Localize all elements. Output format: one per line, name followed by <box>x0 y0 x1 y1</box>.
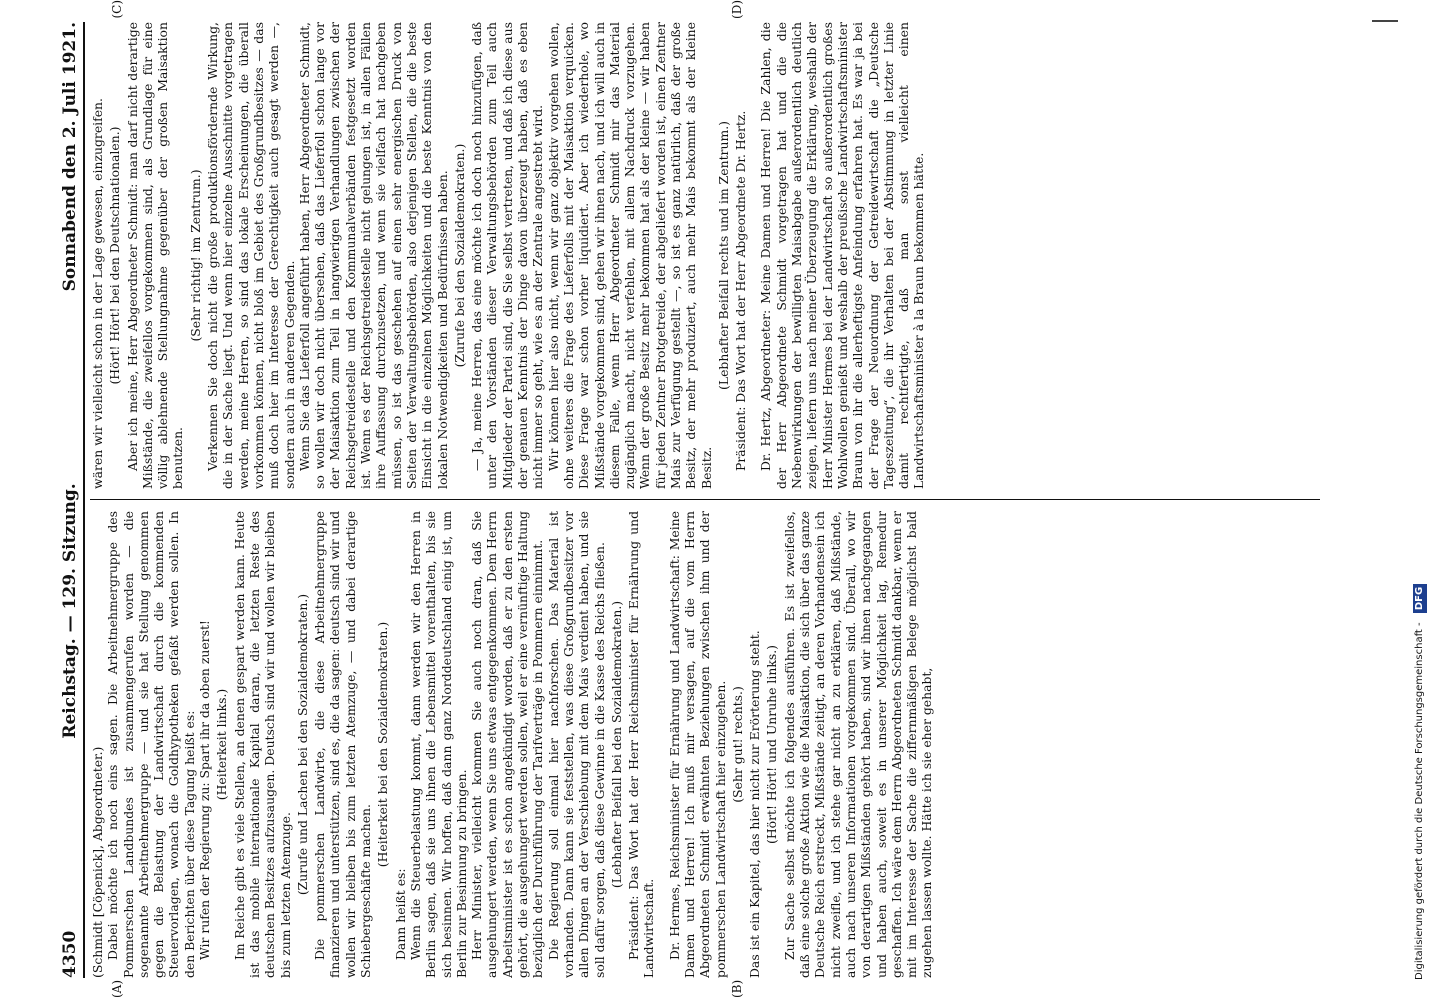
paragraph: Präsident: Das Wort hat der Herr Abgeordnete Dr. Hertz. <box>733 110 749 471</box>
interjection: (Heiterkeit bei den Sozialdemokraten.) <box>375 621 391 868</box>
interjection: (Hört! Hört! und Unruhe links.) <box>764 645 780 844</box>
session-date: Sonnabend den 2. Juli 1921. <box>60 22 80 292</box>
interjection: (Sehr richtig! im Zentrum.) <box>187 169 203 342</box>
paragraph: Herr Minister, vielleicht kommen Sie auch noch dran, daß Sie ausgehungert werden, wenn Sie uns etwas entgegenkommen. Dem Herrn Arbeitsminister ist es schon angekündigt worden, daß er zu den ersten gehört, die ausgehungert werden sollen, weil er eine vernünftige Haltung bezüglich der Durchführung der Tarifverträge in Pommern einnimmt. <box>469 511 546 978</box>
margin-marker-c: (C) <box>110 0 124 19</box>
dfg-logo: DFG <box>1413 584 1427 613</box>
margin-marker-b: (B) <box>730 979 744 998</box>
paragraph: Präsident: Das Wort hat der Herr Reichsminister für Ernährung und Landwirtschaft. <box>626 511 657 978</box>
side-note-text: Digitalisierung gefördert durch die Deutsche Forschungsgemeinschaft - <box>1414 622 1425 980</box>
paragraph: Im Reiche gibt es viele Stellen, an denen gespart werden kann. Heute ist das mobile internationale Kapital daran, die letzten Reste des deutschen Besitzes aufzusaugen. Deutsch sind wir und wollen wir bleiben bis zum letzten Atemzuge. <box>231 511 293 978</box>
margin-marker-a: (A) <box>110 979 124 998</box>
paragraph: Wenn die Steuerbelastung kommt, dann werden wir den Herren in Berlin sagen, daß sie uns ihnen die Lebensmittel vorenthalten, bis sie sich besinnen. Wir hoffen, daß dann ganz Norddeutschland einig ist, um Berlin zur Besinnung zu bringen. <box>407 511 469 978</box>
interjection: (Zurufe bei den Sozialdemokraten.) <box>451 143 467 368</box>
paragraph: Dr. Hertz, Abgeordneter: Meine Damen und Herren! Die Zahlen, die der Herr Abgeordnete Schmidt vorgetragen hat und die die Nebenwirkungen der bewilligten Maisabgabe außerordentlich deutlich zeigen, liefern uns nach meiner Überzeugung die Erklärung, weshalb der Herr Minister Hermes bei der Landwirtschaft so außerordentlich großes Wohlwollen genießt und weshalb der preußische Landwirtschaftsminister Braun von ihr die allerheftigste Anfeindung erfahren hat. Es war ja bei der Frage der Neuordnung der Getreidewirtschaft die „Deutsche Tageszeitung“, die ihr Verhalten bei der Abstimmung in letzter Linie damit rechtfertigte, daß man sonst vielleicht einen Landwirtschaftsminister à la Braun bekommen hätte. <box>758 22 927 489</box>
paragraph: Dann heißt es: <box>392 868 408 960</box>
interjection: (Heiterkeit links.) <box>214 688 230 801</box>
interjection: (Lebhafter Beifall bei den Sozialdemokraten.) <box>608 600 624 889</box>
paragraph: Dabei möchte ich noch eins sagen. Die Arbeitnehmergruppe des Pommerschen Landbundes ist zusammengerufen worden — die sogenannte Arbeitnehmergruppe — und sie hat Stellung genommen gegen die Belastung der Landwirtschaft durch die kommenden Steuervorlagen, wonach die Goldhypotheken gefaßt werden sollen. In den Berichten über diese Tagung heißt es: <box>105 511 197 978</box>
paragraph: — Ja, meine Herren, das eine möchte ich doch noch hinzufügen, daß unter den Vorständen dieser Verwaltungsbehörden zum Teil auch Mitglieder der Partei sind, die Sie selbst vertreten, und daß ich diese aus der genauen Kenntnis der Dinge davon überzeugt haben, daß es eben nicht immer so geht, wie es an der Zentrale angestrebt wird. <box>469 22 546 489</box>
text-columns <box>90 0 1320 998</box>
interjection: (Hört! Hört! bei den Deutschnationalen.) <box>107 126 123 385</box>
page-number: 4350 <box>60 930 80 978</box>
paragraph: Aber ich meine, Herr Abgeordneter Schmidt: man darf nicht derartige Mißstände, die zweifellos vorgekommen sind, als Grundlage für eine völlig ablehnende Stellungnahme gegenüber der großen Maisaktion benutzen. <box>124 22 186 489</box>
side-note <box>1410 10 1430 990</box>
session-title: Reichstag. — 129. Sitzung. <box>60 483 80 739</box>
left-column <box>90 511 1320 978</box>
paragraph: Die Regierung soll einmal hier nachforschen. Das Material ist vorhanden. Dann kann sie feststellen, was diese Großgrundbesitzer vor allen Dingen an der Verschiebung mit dem Mais verdient haben, und sie soll dafür sorgen, daß diese Gewinne in die Kasse des Reichs fließen. <box>545 511 607 978</box>
paragraph: Zur Sache selbst möchte ich folgendes ausführen. Es ist zweifellos, daß eine solche große Aktion wie die Maisaktion, die sich über das ganze Deutsche Reich erstreckt, Mißstände zeitigt, an deren Vorhandensein ich nicht zweifle, und ich stehe gar nicht an zu erklären, daß Mißstände, auch nach unseren Informationen vorgekommen sind. Überall, wo wir von derartigen Mißständen gehört haben, sind wir ihnen nachgegangen und haben auch, soweit es in unserer Möglichkeit lag, Remedur geschaffen. Ich wäre dem Herrn Abgeordneten Schmidt dankbar, wenn er mit im Interesse der Sache die ziffernmäßigen Belege möglichst bald zugehen lassen wollte. Hätte ich sie eher gehabt, <box>781 511 935 978</box>
interjection: (Sehr gut! rechts.) <box>729 686 745 803</box>
page-header <box>60 22 85 978</box>
paragraph: Dr. Hermes, Reichsminister für Ernährung und Landwirtschaft: Meine Damen und Herren! Ich muß mir versagen, auf die vom Herrn Abgeordneten Schmidt erwähnten Beziehungen zwischen ihm und der pommerschen Landwirtschaft hier einzugehen. <box>666 511 728 978</box>
interjection: (Zurufe und Lachen bei den Sozialdemokraten.) <box>294 593 310 896</box>
paragraph: Das ist ein Kapitel, das hier nicht zur Erörterung steht. <box>747 630 763 978</box>
paragraph: Wir rufen der Regierung zu: Spart ihr da oben zuerst! <box>197 620 213 960</box>
paragraph: wären wir vielleicht schon in der Lage gewesen, einzugreifen. <box>90 98 105 489</box>
margin-marker-d: (D) <box>730 0 744 19</box>
interjection: (Lebhafter Beifall rechts und im Zentrum.) <box>715 121 731 390</box>
paragraph: Verkennen Sie doch nicht die große produktionsfördernde Wirkung, die in der Sache liegt. Und wenn hier einzelne Ausschnitte vorgetragen werden, meine Herren, so sind das lokale Erscheinungen, die überall vorkommen können, nicht bloß im Gebiet des Großgrundbesitzes — das muß doch hier im Interesse der Gerechtigkeit auch gesagt werden —, sondern auch in anderen Gegenden. <box>205 22 297 489</box>
paragraph: Wenn Sie das Lieferfoll angeführt haben, Herr Abgeordneter Schmidt, so wollen wir doch nicht übersehen, daß das Lieferfoll schon lange vor der Maisaktion zum Teil in langwierigen Verhandlungen zwischen der Reichsgetreidestelle und den Kommunalverbänden festgesetzt worden ist. Wenn es der Reichsgetreidestelle nicht gelungen ist, in allen Fällen ihre Auffassung durchzusetzen, und wenn sie vielfach hat nachgeben müssen, so ist das geschehen auf einen sehr energischen Druck von Seiten der Verwaltungsbehörden, also derjenigen Stellen, die die beste Einsicht in die einzelnen Möglichkeiten und die beste Kenntnis von den lokalen Notwendigkeiten und Bedürfnissen haben. <box>296 22 450 489</box>
paragraph: Die pommerschen Landwirte, die diese Arbeitnehmergruppe finanzieren und unterstützen, sind es, die da sagen: deutsch sind wir und wollen wir bleiben bis zum letzten Atemzuge, — und dabei derartige Schiebergeschäfte machen. <box>312 511 374 978</box>
paragraph: Wir können hier also nicht, wenn wir ganz objektiv vorgehen wollen, ohne weiteres die Frage des Lieferfolls mit der Maisaktion verquicken. Diese Frage war schon vorher liquidiert. Aber ich wiederhole, wo Mißstände vorgekommen sind, gehen wir ihnen nach, und ich will auch in diesem Falle, wenn Herr Abgeordneter Schmidt mir das Material zugänglich macht, nicht verfehlen, mit allem Nachdruck vorzugehen. Wenn der große Besitz mehr bekommen hat als der kleine — wir haben für jeden Zentner Brotgetreide, der abgeliefert worden ist, einen Zentner Mais zur Verfügung gestellt —, so ist es ganz natürlich, daß der große Besitz, der mehr produziert, auch mehr Mais bekommt als der kleine Besitz. <box>545 22 714 489</box>
paragraph: (Schmidt [Cöpenick], Abgeordneter.) <box>90 746 105 978</box>
right-column <box>90 22 1320 489</box>
corner-mark <box>1372 20 1398 22</box>
column-divider <box>90 499 1320 500</box>
